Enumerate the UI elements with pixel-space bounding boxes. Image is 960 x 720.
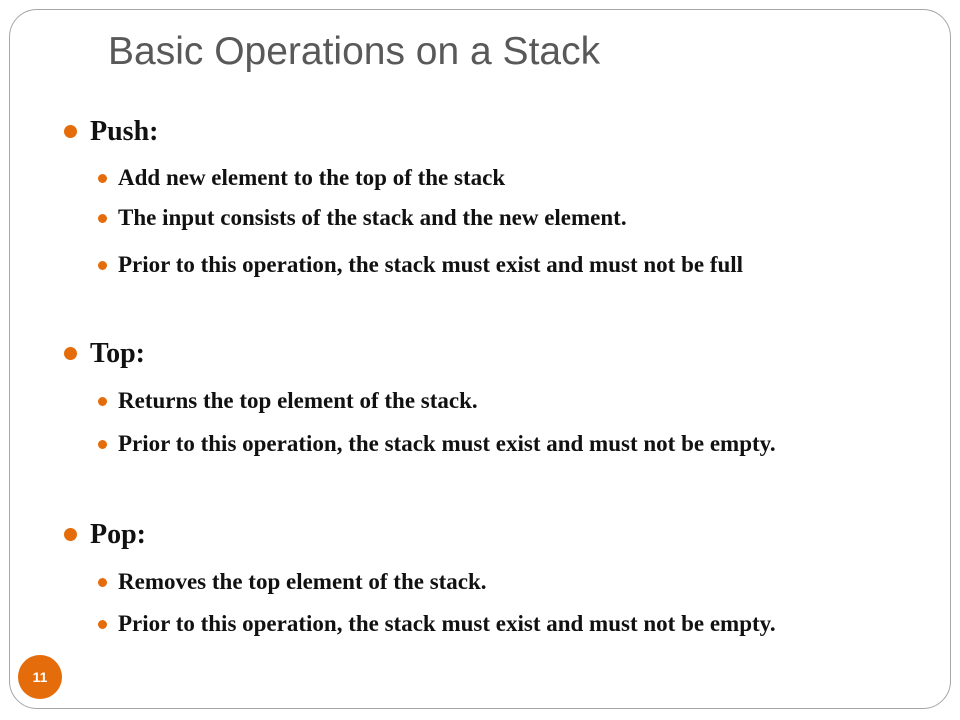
section-bullet-dot xyxy=(64,125,77,138)
bullet-dot xyxy=(98,261,107,270)
slide-number-badge xyxy=(18,655,62,699)
bullet-dot xyxy=(98,214,107,223)
section-bullet-dot xyxy=(64,528,77,541)
bullet-dot xyxy=(98,620,107,629)
bullet-dot xyxy=(98,440,107,449)
section-heading-pop: Pop: xyxy=(90,519,146,550)
section-bullet-dot xyxy=(64,347,77,360)
slide-number: 11 xyxy=(32,669,48,685)
bullet-text: Add new element to the top of the stack xyxy=(118,165,506,190)
bullet-text: Prior to this operation, the stack must exist and must not be full xyxy=(118,252,744,277)
bullet-text: The input consists of the stack and the new element. xyxy=(118,205,627,230)
bullet-dot xyxy=(98,397,107,406)
section-heading-top: Top: xyxy=(90,338,146,369)
bullet-text: Prior to this operation, the stack must exist and must not be empty. xyxy=(118,611,776,636)
section-heading-push: Push: xyxy=(90,116,159,147)
bullet-dot xyxy=(98,578,107,587)
slide-title: Basic Operations on a Stack xyxy=(108,30,601,73)
bullet-text: Removes the top element of the stack. xyxy=(118,569,487,594)
bullet-text: Prior to this operation, the stack must exist and must not be empty. xyxy=(118,431,776,456)
bullet-text: Returns the top element of the stack. xyxy=(118,388,478,413)
bullet-dot xyxy=(98,174,107,183)
